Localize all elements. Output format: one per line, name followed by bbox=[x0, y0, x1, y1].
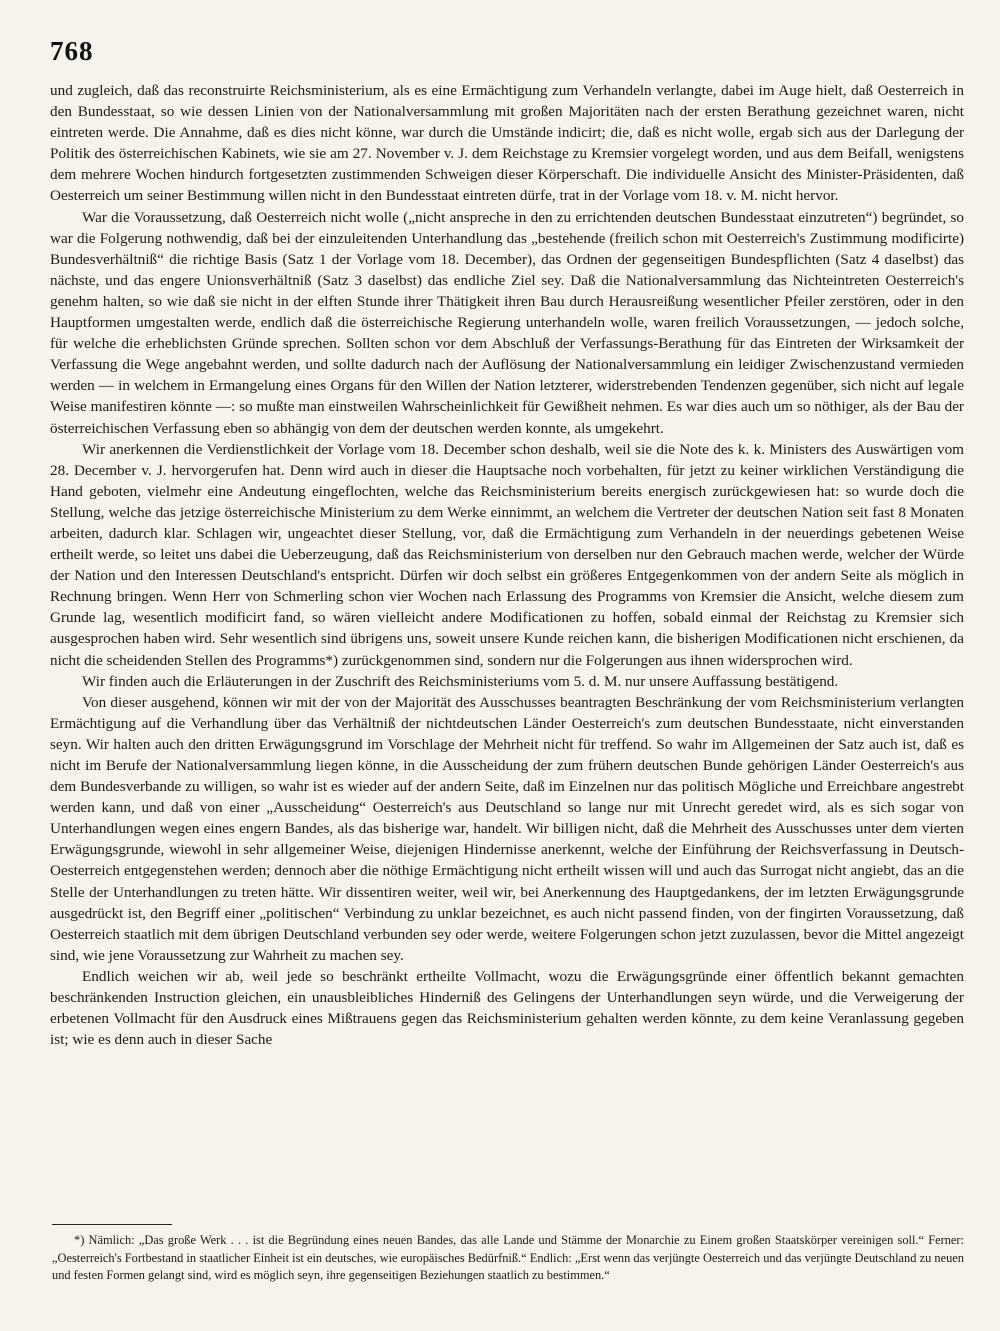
paragraph: Endlich weichen wir ab, weil jede so beschränkt ertheilte Vollmacht, wozu die Erwägungsgründe einer öffentlich bekannt gemachten beschränkenden Instruction gleichen, ein unausbleibliches Hinderniß des Gelingens der Unterhandlungen seyn würde, und die Verweigerung der erbetenen Vollmacht für den Ausdruck eines Mißtrauens gegen das Reichsministerium gehalten werden könnte, zu dem keine Veranlassung gegeben ist; wie es denn auch in dieser Sache bbox=[50, 967, 964, 1049]
page-number: 768 bbox=[50, 36, 94, 66]
footnote: *) Nämlich: „Das große Werk . . . ist die Begründung eines neuen Bandes, das alle Lande und Stämme der Monarchie zu Einem großen Staatskörper vereinigen soll.“ Ferner: „Oesterreich's Fortbestand in staatlicher Einheit ist ein deutsches, wie europäisches Bedürfniß.“ Endlich: „Erst wenn das verjüngte Oesterreich und das verjüngte Deutschland zu neuen und festen Formen gelangt sind, wird es möglich seyn, ihre gegenseitigen Beziehungen staatlich zu bestimmen.“ bbox=[52, 1233, 964, 1283]
paragraph: Wir finden auch die Erläuterungen in der Zuschrift des Reichsministeriums vom 5. d. M. nur unsere Auffassung bestätigend. bbox=[82, 672, 839, 690]
footnote-divider bbox=[52, 1224, 172, 1225]
paragraph: War die Voraussetzung, daß Oesterreich nicht wolle („nicht anspreche in den zu errichtenden deutschen Bundesstaat einzutreten“) begründet, so war die Folgerung nothwendig, daß bei der einzuleitenden Unterhandlung das „bestehende (freilich schon mit Oesterreich's Zustimmung modificirte) Bundesverhältniß“ die richtige Basis (Satz 1 der Vorlage vom 18. December), das Ordnen der gegenseitigen Bundespflichten (Satz 4 daselbst) das nächste, und das engere Unionsverhältniß (Satz 3 daselbst) das endliche Ziel sey. Daß die Nationalversammlung das Nichteintreten Oesterreich's genehm halten, so wie daß sie nicht in der elften Stunde ihrer Thätigkeit ihren Bau durch Herausreißung wesentlicher Pfeiler zerstören, oder in den Hauptformen umgestalten werde, endlich daß die österreichische Regierung unterhandeln wolle, waren freilich Voraussetzungen, — jedoch solche, für welche die erheblichsten Gründe sprechen. Sollten schon vor dem Abschluß der Verfassungs-Berathung für das Eintreten der Wirksamkeit der Verfassung die Wege angebahnt werden, und sollte dadurch nach der Auflösung der Nationalversammlung ein leidiger Zwischenzustand vermieden werden — in welchem in Ermangelung eines Organs für den Willen der Nation letzterer, widerstrebenden Tendenzen gegenüber, sich nicht auf legale Weise manifestiren könnte —: so mußte man einstweilen Wahrscheinlichkeit für Gewißheit nehmen. Es war dies auch um so nöthiger, als der Bau der österreichischen Verfassung eben so abhängig von dem der deutschen werden konnte, als umgekehrt. bbox=[50, 208, 964, 437]
paragraph: Wir anerkennen die Verdienstlichkeit der Vorlage vom 18. December schon deshalb, weil sie die Note des k. k. Ministers des Auswärtigen vom 28. December v. J. hervorgerufen hat. Denn wird auch in dieser die Hauptsache noch vorbehalten, für jetzt zu keiner wirklichen Verständigung die Hand geboten, vielmehr eine Andeutung eingeflochten, welche das Reichsministerium bereits energisch zurückgewiesen hat: so wurde doch die Stellung, welche das jetzige österreichische Ministerium zu dem Werke einnimmt, an welchem die Vertreter der deutschen Nation seit fast 8 Monaten arbeiten, dadurch klar. Schlagen wir, ungeachtet dieser Stellung, vor, daß die Ermächtigung zum Verhandeln in der neuerdings gebetenen Weise ertheilt werde, so leitet uns dabei die Ueberzeugung, daß das Reichsministerium von derselben nur den Gebrauch machen werde, welcher der Würde der Nation und den Interessen Deutschland's entspricht. Dürfen wir doch selbst ein größeres Entgegenkommen von der andern Seite als möglich in Rechnung bringen. Wenn Herr von Schmerling schon vier Wochen nach Erlassung des Programms von Kremsier die Ansicht, welche diesem zum Grunde lag, wesentlich modificirt fand, so wären vielleicht andere Modificationen zu hoffen, sobald einmal der Reichstag zu Kremsier sich ausgesprochen haben wird. Sehr wesentlich sind übrigens uns, soweit unsere Kunde reichen kann, die bisherigen Modificationen nicht erschienen, da nicht die scheidenden Stellen des Programms*) zurückgenommen sind, sondern nur die Folgerungen aus ihnen widersprochen wird. bbox=[50, 440, 964, 669]
paragraph: Von dieser ausgehend, können wir mit der von der Majorität des Ausschusses beantragten Beschränkung der vom Reichsministerium verlangten Ermächtigung auf die Verhandlung über das Verhältniß der nichtdeutschen Länder Oesterreich's zum deutschen Bundesstaate, nicht einverstanden seyn. Wir halten auch den dritten Erwägungsgrund im Vorschlage der Mehrheit nicht für treffend. So wahr im Allgemeinen der Satz auch ist, daß es nicht im Berufe der Nationalversammlung liegen könne, in die Ausscheidung der zum frühern deutschen Bunde gehörigen Länder Oesterreich's aus dem Bundesverbande zu willigen, so wahr ist es wieder auf der andern Seite, daß im Einzelnen nur das politisch Mögliche und Erreichbare angestrebt werden kann, und daß von einer „Ausscheidung“ Oesterreich's aus Deutschland so lange nur mit Unrecht geredet wird, als es sich sogar von Unterhandlungen wegen eines engern Bandes, als das bisherige war, handelt. Wir billigen nicht, daß die Mehrheit des Ausschusses unter dem vierten Erwägungsgrunde, wiewohl in sehr allgemeiner Weise, diejenigen Hindernisse anerkennt, welche der Einführung der Reichsverfassung in Deutsch-Oesterreich entgegenstehen werden; dennoch aber die nöthige Ermächtigung nicht ertheilt wissen will und auch das Surrogat nicht angiebt, das an die Stelle der Unterhandlungen zu treten hätte. Wir dissentiren weiter, weil wir, bei Anerkennung des Hauptgedankens, der im letzten Erwägungsgrunde ausgedrückt ist, den Begriff einer „politischen“ Verbindung zu unklar bezeichnet, es auch nicht passend finden, von der fingirten Voraussetzung, daß Oesterreich staatlich mit dem übrigen Deutschland verbunden sey oder werde, weitere Folgerungen schon jetzt zuzulassen, bevor die Mittel angezeigt sind, wie jene Voraussetzung zur Wahrheit zu machen sey. bbox=[50, 693, 964, 964]
paragraph: und zugleich, daß das reconstruirte Reichsministerium, als es eine Ermächtigung zum Verhandeln verlangte, dabei im Auge hielt, daß Oesterreich in den Bundesstaat, so wie dessen Linien von der Nationalversammlung mit großen Majoritäten nach der ersten Berathung gezeichnet waren, nicht eintreten werde. Die Annahme, daß es dies nicht könne, war durch die Umstände indicirt; die, daß es nicht wolle, ergab sich aus der Darlegung der Politik des österreichischen Kabinets, wie sie am 27. November v. J. dem Reichstage zu Kremsier vorgelegt worden, und aus dem Beifall, wenigstens dem mehrere Wochen hindurch fortgesetzten zustimmenden Schweigen dieser Körperschaft. Die individuelle Ansicht des Minister-Präsidenten, daß Oesterreich um seiner Bestimmung willen nicht in den Bundesstaat eintreten dürfe, trat in der Vorlage vom 18. v. M. nicht hervor. bbox=[50, 82, 964, 205]
body-text bbox=[50, 80, 964, 1050]
